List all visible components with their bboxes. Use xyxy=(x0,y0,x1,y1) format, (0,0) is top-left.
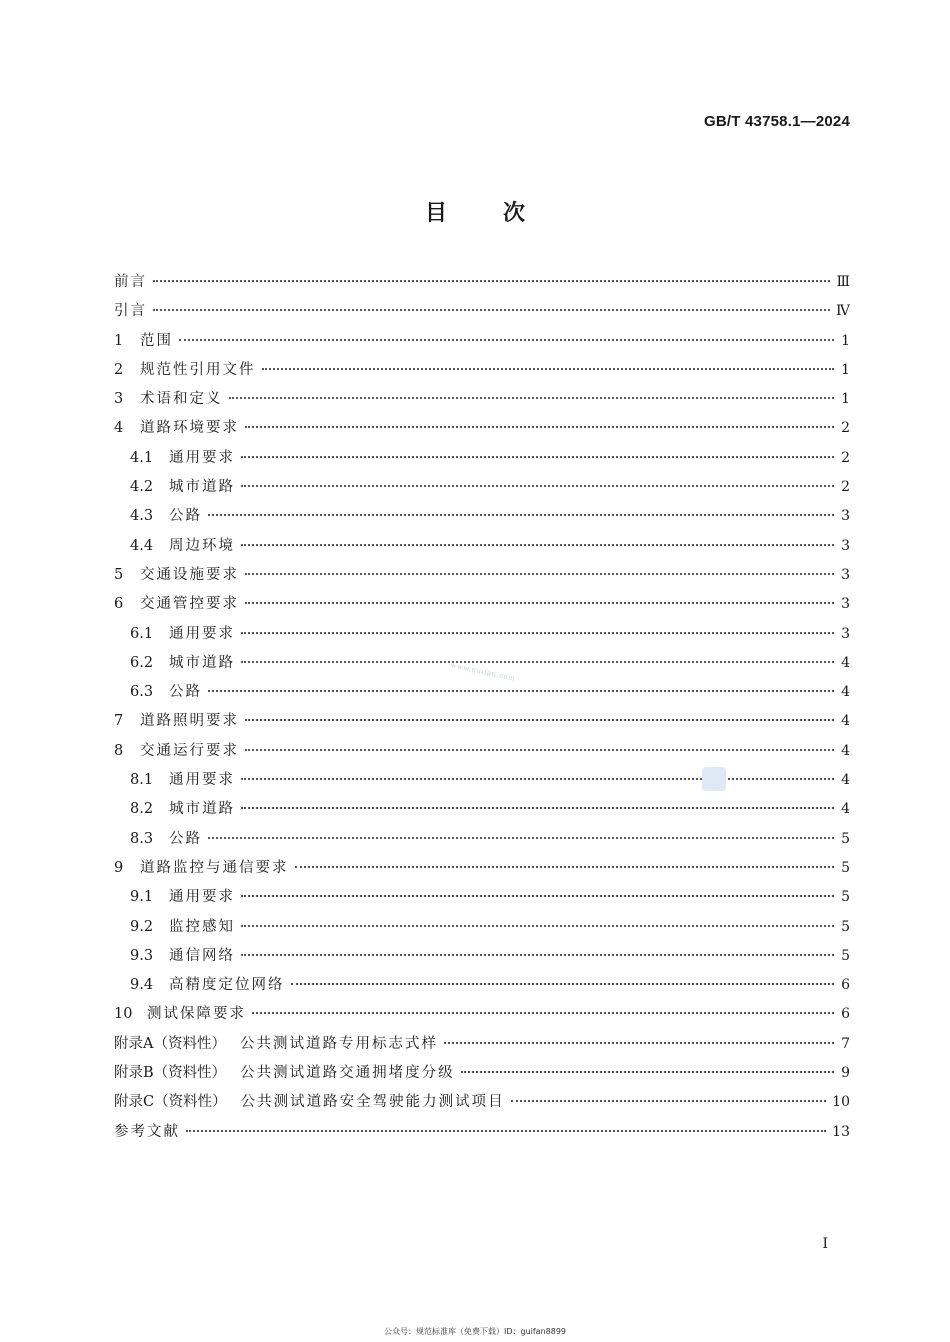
toc-dot-leader xyxy=(245,749,834,751)
toc-entry-number: 6.2 xyxy=(130,654,154,671)
toc-entry-label: 道路监控与通信要求 xyxy=(140,859,289,876)
toc-entry[interactable] xyxy=(114,416,850,445)
toc-entry-number: 7 xyxy=(114,713,124,730)
toc-entry-number: 6.1 xyxy=(130,625,154,642)
toc-entry[interactable] xyxy=(114,329,850,358)
toc-entry-page: 1 xyxy=(841,391,850,408)
toc-entry-label: 公路 xyxy=(169,508,202,525)
toc-dot-leader xyxy=(229,397,835,399)
toc-entry-number: 3 xyxy=(114,391,124,408)
toc-entry-label: 公共测试道路交通拥堵度分级 xyxy=(240,1065,455,1082)
toc-entry[interactable] xyxy=(114,592,850,621)
toc-dot-leader xyxy=(241,954,834,956)
toc-dot-leader xyxy=(241,925,834,927)
standard-number: GB/T 43758.1—2024 xyxy=(704,113,850,130)
toc-entry-page: 1 xyxy=(841,361,850,378)
toc-entry-page: 3 xyxy=(841,566,850,583)
toc-entry-number: 4.4 xyxy=(130,537,154,554)
toc-entry-label: 城市道路 xyxy=(169,479,235,496)
toc-entry-number: 6 xyxy=(114,596,124,613)
toc-entry-label: 通用要求 xyxy=(169,449,235,466)
toc-entry-number: 2 xyxy=(114,361,124,378)
toc-entry-page: 6 xyxy=(841,977,850,994)
toc-entry-label: 公共测试道路安全驾驶能力测试项目 xyxy=(240,1094,505,1111)
toc-dot-leader xyxy=(153,280,830,282)
toc-title: 目次 xyxy=(424,201,581,226)
toc-entry[interactable] xyxy=(114,299,850,328)
toc-dot-leader xyxy=(245,602,834,604)
toc-entry-page: 2 xyxy=(841,479,850,496)
toc-entry[interactable] xyxy=(114,856,850,885)
toc-entry-label: 城市道路 xyxy=(169,801,235,818)
toc-dot-leader xyxy=(179,339,834,341)
toc-entry[interactable] xyxy=(114,827,850,856)
toc-entry-page: 5 xyxy=(841,859,850,876)
toc-entry-number: 9.4 xyxy=(130,977,154,994)
toc-entry[interactable] xyxy=(114,475,850,504)
toc-entry-page: 3 xyxy=(841,596,850,613)
toc-entry-number: 附录C（资料性） xyxy=(114,1094,227,1111)
toc-entry-label: 公共测试道路专用标志式样 xyxy=(239,1035,438,1052)
toc-entry-number: 附录A（资料性） xyxy=(114,1035,226,1052)
page-number: I xyxy=(822,1236,828,1252)
toc-entry-number: 8 xyxy=(114,742,124,759)
toc-entry-page: 10 xyxy=(832,1094,850,1111)
toc-entry-label: 通信网络 xyxy=(169,947,235,964)
toc-dot-leader xyxy=(241,807,834,809)
toc-entry-label: 通用要求 xyxy=(169,625,235,642)
toc-entry-number: 9.2 xyxy=(130,918,154,935)
toc-entry[interactable] xyxy=(114,387,850,416)
toc-entry[interactable] xyxy=(114,504,850,533)
toc-entry-page: 5 xyxy=(841,918,850,935)
toc-entry-number: 4 xyxy=(114,420,124,437)
toc-dot-leader xyxy=(241,661,834,663)
toc-dot-leader xyxy=(245,573,834,575)
toc-dot-leader xyxy=(208,690,834,692)
toc-entry-page: 5 xyxy=(841,830,850,847)
toc-entry-number: 8.1 xyxy=(130,772,154,789)
toc-entry-label: 规范性引用文件 xyxy=(140,361,256,378)
toc-dot-leader xyxy=(262,368,835,370)
toc-entry-page: 13 xyxy=(832,1123,850,1140)
toc-entry-number: 附录B（资料性） xyxy=(114,1065,227,1082)
toc-dot-leader xyxy=(153,309,830,311)
toc-dot-leader xyxy=(186,1130,826,1132)
toc-entry-label: 公路 xyxy=(169,684,202,701)
toc-entry-label: 交通设施要求 xyxy=(140,566,239,583)
toc-entry[interactable] xyxy=(114,446,850,475)
toc-entry-label: 引言 xyxy=(114,303,147,320)
toc-entry-number: 4.2 xyxy=(130,479,154,496)
toc-entry-label: 道路环境要求 xyxy=(140,420,239,437)
toc-dot-leader xyxy=(291,983,835,985)
watermark-badge-icon xyxy=(702,767,726,791)
toc-dot-leader xyxy=(245,426,834,428)
toc-entry-number: 9.3 xyxy=(130,947,154,964)
toc-dot-leader xyxy=(252,1012,834,1014)
toc-list xyxy=(114,270,850,1149)
toc-entry-label: 监控感知 xyxy=(169,918,235,935)
toc-dot-leader xyxy=(241,456,834,458)
toc-entry[interactable] xyxy=(114,270,850,299)
toc-entry[interactable] xyxy=(114,739,850,768)
toc-entry-number: 9 xyxy=(114,859,124,876)
toc-entry[interactable] xyxy=(114,1002,850,1031)
toc-dot-leader xyxy=(208,514,834,516)
toc-entry[interactable] xyxy=(114,680,850,709)
toc-dot-leader xyxy=(241,544,834,546)
toc-entry-page: 4 xyxy=(841,713,850,730)
toc-entry-number: 9.1 xyxy=(130,889,154,906)
toc-entry[interactable] xyxy=(114,1120,850,1149)
toc-entry[interactable] xyxy=(114,358,850,387)
toc-entry-page: 4 xyxy=(841,772,850,789)
toc-entry-page: 4 xyxy=(841,742,850,759)
toc-entry-page: 4 xyxy=(841,654,850,671)
watermark-text: www.guifan.com xyxy=(449,661,516,683)
toc-entry[interactable] xyxy=(114,563,850,592)
toc-entry-number: 10 xyxy=(114,1006,133,1023)
toc-entry-page: 3 xyxy=(841,625,850,642)
toc-entry-number: 4.3 xyxy=(130,508,154,525)
toc-entry-label: 公路 xyxy=(169,830,202,847)
toc-entry-label: 周边环境 xyxy=(169,537,235,554)
toc-entry-page: 5 xyxy=(841,889,850,906)
toc-entry-page: Ⅳ xyxy=(836,303,850,320)
toc-entry-label: 高精度定位网络 xyxy=(169,977,285,994)
toc-entry-label: 城市道路 xyxy=(169,654,235,671)
toc-entry[interactable] xyxy=(114,944,850,973)
toc-dot-leader xyxy=(511,1100,827,1102)
toc-entry-page: 2 xyxy=(841,420,850,437)
toc-entry-label: 术语和定义 xyxy=(140,391,223,408)
toc-entry-page: Ⅲ xyxy=(836,274,850,290)
toc-entry-page: 4 xyxy=(841,801,850,818)
toc-dot-leader xyxy=(241,485,834,487)
toc-entry[interactable] xyxy=(114,1061,850,1090)
toc-entry-page: 9 xyxy=(841,1065,850,1082)
toc-entry-page: 3 xyxy=(841,537,850,554)
toc-entry-page: 1 xyxy=(841,332,850,349)
toc-entry[interactable] xyxy=(114,768,850,797)
toc-entry-page: 2 xyxy=(841,449,850,466)
toc-entry-number: 6.3 xyxy=(130,684,154,701)
toc-dot-leader xyxy=(245,719,834,721)
toc-dot-leader xyxy=(241,632,834,634)
toc-entry[interactable] xyxy=(114,797,850,826)
toc-entry-page: 6 xyxy=(841,1006,850,1023)
toc-entry-number: 8.2 xyxy=(130,801,154,818)
toc-entry-label: 范围 xyxy=(140,332,173,349)
toc-entry-number: 5 xyxy=(114,566,124,583)
toc-entry[interactable] xyxy=(114,915,850,944)
toc-entry-label: 参考文献 xyxy=(114,1123,180,1140)
toc-entry-page: 5 xyxy=(841,947,850,964)
toc-dot-leader xyxy=(295,866,835,868)
toc-entry-label: 交通运行要求 xyxy=(140,742,239,759)
toc-dot-leader xyxy=(241,778,834,780)
toc-entry-page: 4 xyxy=(841,684,850,701)
toc-entry-label: 前言 xyxy=(114,274,147,290)
toc-entry[interactable] xyxy=(114,885,850,914)
toc-entry[interactable] xyxy=(114,709,850,738)
toc-entry-label: 测试保障要求 xyxy=(147,1006,246,1023)
toc-entry-label: 交通管控要求 xyxy=(140,596,239,613)
footer-note: 公众号：规范标准库（免费下载）ID：guifan8899 xyxy=(383,1327,567,1336)
toc-entry[interactable] xyxy=(114,534,850,563)
toc-entry-page: 3 xyxy=(841,508,850,525)
toc-entry-number: 1 xyxy=(114,332,124,349)
toc-dot-leader xyxy=(208,837,834,839)
toc-entry-label: 通用要求 xyxy=(169,889,235,906)
toc-entry[interactable] xyxy=(114,1032,850,1061)
toc-dot-leader xyxy=(444,1042,834,1044)
toc-entry-number: 8.3 xyxy=(130,830,154,847)
toc-entry[interactable] xyxy=(114,1090,850,1119)
toc-entry-label: 道路照明要求 xyxy=(140,713,239,730)
toc-dot-leader xyxy=(241,895,834,897)
toc-entry-number: 4.1 xyxy=(130,449,154,466)
toc-dot-leader xyxy=(461,1071,834,1073)
toc-entry[interactable] xyxy=(114,973,850,1002)
toc-entry-page: 7 xyxy=(841,1035,850,1052)
toc-entry[interactable] xyxy=(114,622,850,651)
toc-entry-label: 通用要求 xyxy=(169,772,235,789)
